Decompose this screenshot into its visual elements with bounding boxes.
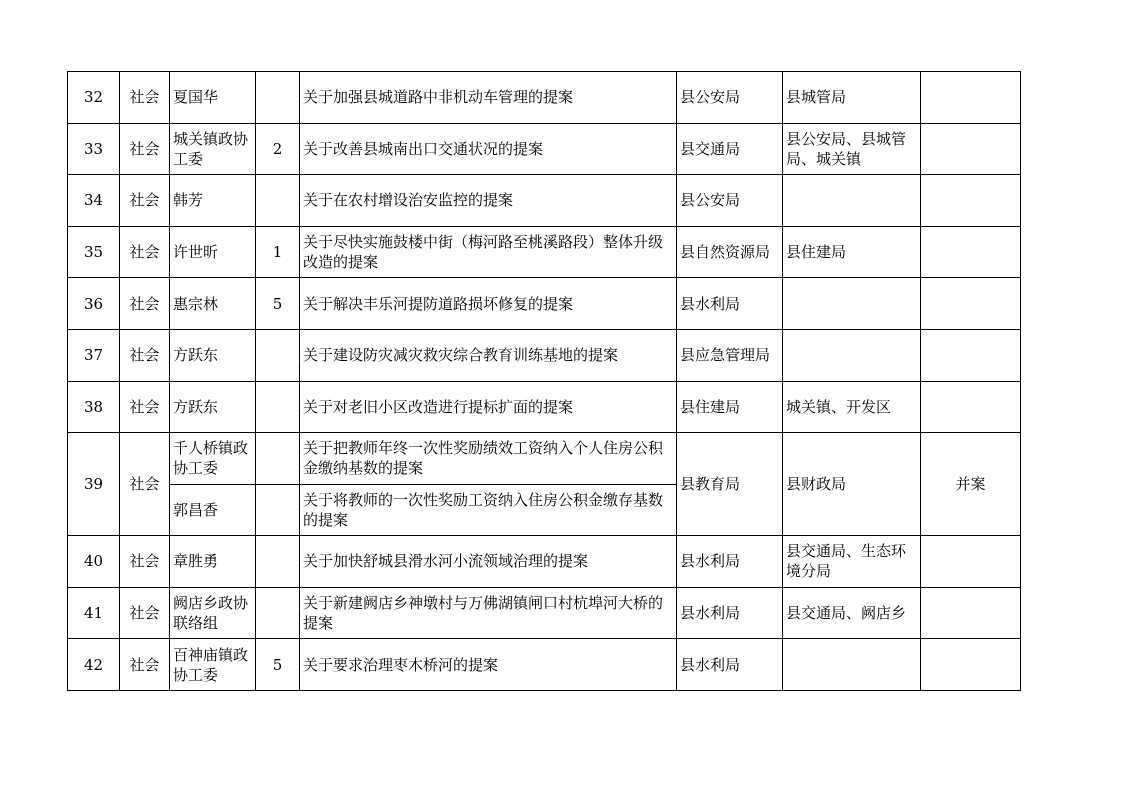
proposal-title-cell: 关于建设防灾减灾救灾综合教育训练基地的提案 <box>300 329 677 381</box>
category-cell: 社会 <box>120 123 170 175</box>
table-row <box>68 278 1021 330</box>
proposal-title-cell: 关于改善县城南出口交通状况的提案 <box>300 123 677 175</box>
assist-unit-cell: 县住建局 <box>783 226 921 278</box>
count-cell: 1 <box>256 226 300 278</box>
count-cell <box>256 484 300 536</box>
table-row <box>68 433 1021 485</box>
row-number: 36 <box>68 278 120 330</box>
proposal-title-cell: 关于对老旧小区改造进行提标扩面的提案 <box>300 381 677 433</box>
assist-unit-cell: 县交通局、阙店乡 <box>783 587 921 639</box>
note-cell <box>921 175 1021 227</box>
proposer-cell: 阙店乡政协联络组 <box>170 587 256 639</box>
row-number: 40 <box>68 536 120 588</box>
proposer-cell: 百神庙镇政协工委 <box>170 639 256 691</box>
row-number: 42 <box>68 639 120 691</box>
category-cell: 社会 <box>120 433 170 536</box>
proposal-table <box>67 71 1021 691</box>
count-cell <box>256 587 300 639</box>
lead-unit-cell: 县教育局 <box>677 433 783 536</box>
table-row <box>68 536 1021 588</box>
category-cell: 社会 <box>120 587 170 639</box>
assist-unit-cell: 县财政局 <box>783 433 921 536</box>
row-number: 39 <box>68 433 120 536</box>
proposal-title-cell: 关于要求治理枣木桥河的提案 <box>300 639 677 691</box>
proposer-cell: 郭昌香 <box>170 484 256 536</box>
lead-unit-cell: 县公安局 <box>677 175 783 227</box>
lead-unit-cell: 县水利局 <box>677 278 783 330</box>
proposer-cell: 夏国华 <box>170 72 256 124</box>
note-cell <box>921 639 1021 691</box>
lead-unit-cell: 县应急管理局 <box>677 329 783 381</box>
lead-unit-cell: 县自然资源局 <box>677 226 783 278</box>
note-cell <box>921 278 1021 330</box>
row-number: 32 <box>68 72 120 124</box>
proposal-title-cell: 关于解决丰乐河提防道路损坏修复的提案 <box>300 278 677 330</box>
assist-unit-cell <box>783 175 921 227</box>
proposer-cell: 方跃东 <box>170 381 256 433</box>
row-number: 41 <box>68 587 120 639</box>
count-cell <box>256 381 300 433</box>
proposer-cell: 惠宗林 <box>170 278 256 330</box>
note-cell <box>921 587 1021 639</box>
proposal-title-cell: 关于新建阙店乡神墩村与万佛湖镇闸口村杭埠河大桥的提案 <box>300 587 677 639</box>
table-row <box>68 587 1021 639</box>
assist-unit-cell: 城关镇、开发区 <box>783 381 921 433</box>
assist-unit-cell <box>783 329 921 381</box>
proposal-title-cell: 关于加强县城道路中非机动车管理的提案 <box>300 72 677 124</box>
count-cell <box>256 433 300 485</box>
assist-unit-cell <box>783 639 921 691</box>
row-number: 34 <box>68 175 120 227</box>
assist-unit-cell <box>783 278 921 330</box>
count-cell: 2 <box>256 123 300 175</box>
row-number: 33 <box>68 123 120 175</box>
assist-unit-cell: 县交通局、生态环境分局 <box>783 536 921 588</box>
table-row <box>68 329 1021 381</box>
note-cell <box>921 536 1021 588</box>
note-cell <box>921 329 1021 381</box>
count-cell: 5 <box>256 639 300 691</box>
proposer-cell: 城关镇政协工委 <box>170 123 256 175</box>
proposal-title-cell: 关于尽快实施鼓楼中街（梅河路至桃溪路段）整体升级改造的提案 <box>300 226 677 278</box>
assist-unit-cell: 县城管局 <box>783 72 921 124</box>
count-cell <box>256 72 300 124</box>
lead-unit-cell: 县住建局 <box>677 381 783 433</box>
proposer-cell: 韩芳 <box>170 175 256 227</box>
proposer-cell: 许世昕 <box>170 226 256 278</box>
table-row <box>68 72 1021 124</box>
proposer-cell: 千人桥镇政协工委 <box>170 433 256 485</box>
category-cell: 社会 <box>120 175 170 227</box>
row-number: 37 <box>68 329 120 381</box>
count-cell <box>256 175 300 227</box>
category-cell: 社会 <box>120 278 170 330</box>
table-row <box>68 226 1021 278</box>
count-cell <box>256 536 300 588</box>
note-cell <box>921 381 1021 433</box>
table-row <box>68 381 1021 433</box>
lead-unit-cell: 县水利局 <box>677 587 783 639</box>
lead-unit-cell: 县水利局 <box>677 639 783 691</box>
proposal-title-cell: 关于加快舒城县滑水河小流领域治理的提案 <box>300 536 677 588</box>
lead-unit-cell: 县交通局 <box>677 123 783 175</box>
proposer-cell: 章胜勇 <box>170 536 256 588</box>
category-cell: 社会 <box>120 226 170 278</box>
proposal-title-cell: 关于把教师年终一次性奖励绩效工资纳入个人住房公积金缴纳基数的提案 <box>300 433 677 485</box>
row-number: 35 <box>68 226 120 278</box>
proposer-cell: 方跃东 <box>170 329 256 381</box>
category-cell: 社会 <box>120 329 170 381</box>
table-row <box>68 175 1021 227</box>
table-row <box>68 639 1021 691</box>
lead-unit-cell: 县水利局 <box>677 536 783 588</box>
note-cell <box>921 72 1021 124</box>
row-number: 38 <box>68 381 120 433</box>
count-cell: 5 <box>256 278 300 330</box>
count-cell <box>256 329 300 381</box>
assist-unit-cell: 县公安局、县城管局、城关镇 <box>783 123 921 175</box>
proposal-title-cell: 关于在农村增设治安监控的提案 <box>300 175 677 227</box>
note-cell <box>921 226 1021 278</box>
category-cell: 社会 <box>120 381 170 433</box>
table-row <box>68 123 1021 175</box>
category-cell: 社会 <box>120 639 170 691</box>
category-cell: 社会 <box>120 72 170 124</box>
category-cell: 社会 <box>120 536 170 588</box>
note-cell: 并案 <box>921 433 1021 536</box>
lead-unit-cell: 县公安局 <box>677 72 783 124</box>
proposal-title-cell: 关于将教师的一次性奖励工资纳入住房公积金缴存基数的提案 <box>300 484 677 536</box>
note-cell <box>921 123 1021 175</box>
